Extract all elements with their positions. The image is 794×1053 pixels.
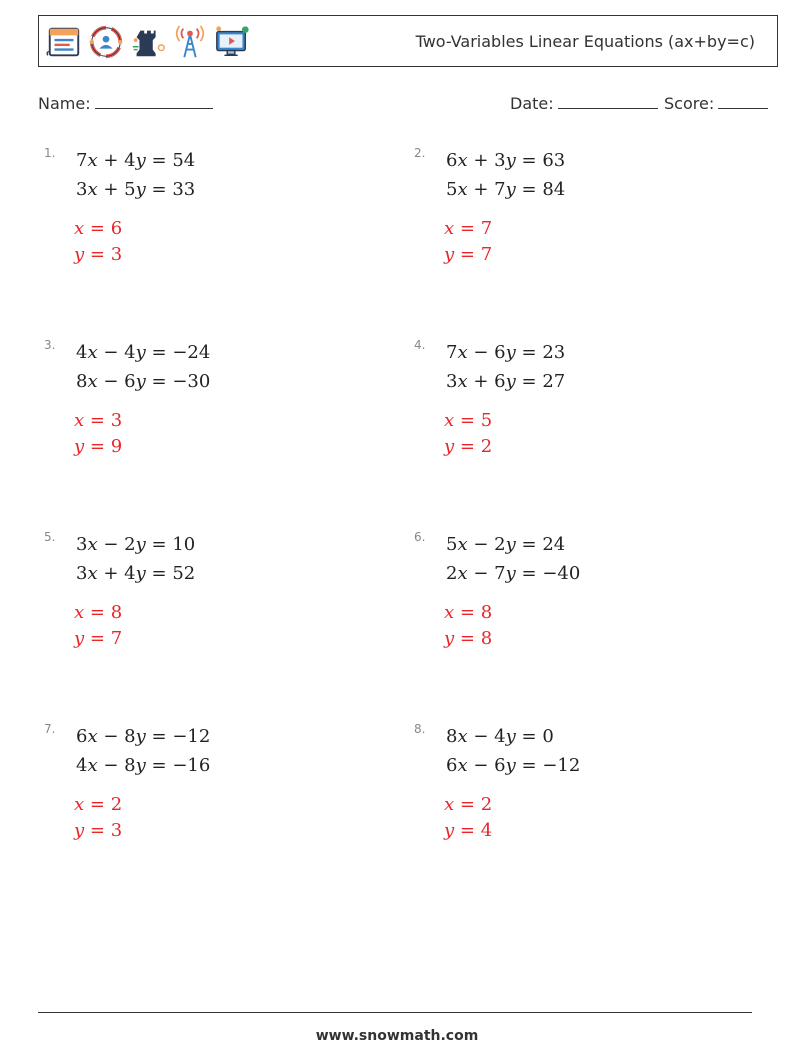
date-label: Date: <box>510 94 554 113</box>
coefficient-b: 5 <box>124 179 136 200</box>
answer-x: x = 3 <box>74 410 123 431</box>
problem-number: 5. <box>44 530 56 544</box>
problem-number: 3. <box>44 338 56 352</box>
variable-x: x <box>87 726 98 747</box>
operator: − <box>103 371 119 392</box>
equation: 5x − 2y = 24 <box>446 534 566 555</box>
coefficient-a: 2 <box>446 563 458 584</box>
operator: − <box>103 342 119 363</box>
variable-x: x <box>87 563 98 584</box>
coefficient-a: 8 <box>446 726 458 747</box>
lifebuoy-user-icon <box>87 22 125 62</box>
answer-y: y = 7 <box>74 628 123 649</box>
answer-y: y = 7 <box>444 244 493 265</box>
answer-value-y: 7 <box>480 244 493 265</box>
variable-x: x <box>457 534 468 555</box>
answer-variable-x: x <box>74 218 85 239</box>
constant-c: 10 <box>172 534 196 555</box>
answer-value-y: 2 <box>480 436 493 457</box>
answer-value-x: 6 <box>110 218 123 239</box>
variable-x: x <box>457 563 468 584</box>
variable-x: x <box>457 179 468 200</box>
problem-number: 1. <box>44 146 56 160</box>
variable-y: y <box>505 342 516 363</box>
worksheet-title: Two-Variables Linear Equations (ax+by=c) <box>415 32 755 51</box>
coefficient-b: 4 <box>124 150 136 171</box>
variable-y: y <box>135 150 146 171</box>
answer-value-x: 8 <box>110 602 123 623</box>
answer-value-x: 2 <box>110 794 123 815</box>
name-blank[interactable] <box>95 92 213 109</box>
answer-value-y: 9 <box>110 436 123 457</box>
problem-item <box>414 146 754 306</box>
coefficient-b: 6 <box>494 342 506 363</box>
coefficient-b: 3 <box>494 150 506 171</box>
constant-c: 27 <box>542 371 566 392</box>
equation: 3x + 5y = 33 <box>76 179 196 200</box>
worksheet-header <box>38 15 778 67</box>
equation: 2x − 7y = −40 <box>446 563 581 584</box>
variable-x: x <box>457 755 468 776</box>
variable-x: x <box>87 534 98 555</box>
problem-number: 7. <box>44 722 56 736</box>
constant-c: 24 <box>542 534 566 555</box>
coefficient-b: 2 <box>124 534 136 555</box>
problem-item <box>44 146 384 306</box>
footer-site: www.snowmath.com <box>315 1028 479 1044</box>
coefficient-a: 7 <box>76 150 88 171</box>
operator: − <box>473 342 489 363</box>
variable-y: y <box>135 726 146 747</box>
coefficient-a: 6 <box>76 726 88 747</box>
answer-variable-x: x <box>74 410 85 431</box>
answer-variable-x: x <box>444 410 455 431</box>
coefficient-b: 4 <box>124 342 136 363</box>
answer-variable-y: y <box>444 436 455 457</box>
answer-x: x = 6 <box>74 218 123 239</box>
answer-x: x = 8 <box>444 602 493 623</box>
problem-number: 8. <box>414 722 426 736</box>
constant-c: 52 <box>172 563 196 584</box>
operator: − <box>103 534 119 555</box>
problem-item <box>414 530 754 690</box>
name-field[interactable] <box>38 92 213 113</box>
answer-y: y = 4 <box>444 820 493 841</box>
operator: + <box>103 563 119 584</box>
constant-c: −24 <box>172 342 211 363</box>
problem-item <box>44 338 384 498</box>
constant-c: 84 <box>542 179 566 200</box>
constant-c: 23 <box>542 342 566 363</box>
constant-c: 54 <box>172 150 196 171</box>
constant-c: −30 <box>172 371 211 392</box>
coefficient-a: 4 <box>76 342 88 363</box>
monitor-video-icon <box>213 22 251 62</box>
coefficient-b: 4 <box>124 563 136 584</box>
equation: 7x − 6y = 23 <box>446 342 566 363</box>
variable-y: y <box>505 371 516 392</box>
problem-number: 2. <box>414 146 426 160</box>
variable-y: y <box>135 563 146 584</box>
answer-variable-x: x <box>74 602 85 623</box>
constant-c: −40 <box>542 563 581 584</box>
problem-item <box>44 530 384 690</box>
variable-y: y <box>135 371 146 392</box>
operator: − <box>103 755 119 776</box>
date-field[interactable] <box>510 92 658 113</box>
footer-divider <box>38 1012 752 1013</box>
date-blank[interactable] <box>558 92 658 109</box>
answer-x: x = 5 <box>444 410 493 431</box>
coefficient-a: 5 <box>446 534 458 555</box>
answer-variable-y: y <box>74 244 85 265</box>
variable-x: x <box>87 179 98 200</box>
coefficient-b: 7 <box>494 563 506 584</box>
problem-item <box>414 338 754 498</box>
equation: 8x − 4y = 0 <box>446 726 554 747</box>
coefficient-a: 3 <box>76 534 88 555</box>
equation: 3x − 2y = 10 <box>76 534 196 555</box>
problem-item <box>44 722 384 882</box>
problem-number: 4. <box>414 338 426 352</box>
coefficient-a: 6 <box>446 150 458 171</box>
equation: 3x + 4y = 52 <box>76 563 196 584</box>
operator: − <box>103 726 119 747</box>
answer-y: y = 2 <box>444 436 493 457</box>
worksheet-fields <box>38 92 770 116</box>
variable-y: y <box>505 179 516 200</box>
operator: + <box>103 179 119 200</box>
answer-value-y: 7 <box>110 628 123 649</box>
coefficient-b: 6 <box>494 755 506 776</box>
variable-y: y <box>505 726 516 747</box>
answer-value-x: 7 <box>480 218 493 239</box>
constant-c: 0 <box>542 726 554 747</box>
variable-y: y <box>135 755 146 776</box>
answer-variable-y: y <box>444 820 455 841</box>
answer-x: x = 8 <box>74 602 123 623</box>
answer-y: y = 3 <box>74 820 123 841</box>
answer-y: y = 9 <box>74 436 123 457</box>
radio-tower-icon <box>171 22 209 62</box>
coefficient-a: 5 <box>446 179 458 200</box>
equation: 6x − 6y = −12 <box>446 755 581 776</box>
variable-x: x <box>87 150 98 171</box>
chess-rook-icon <box>129 22 167 62</box>
answer-x: x = 2 <box>74 794 123 815</box>
answer-variable-y: y <box>74 820 85 841</box>
answer-variable-x: x <box>444 218 455 239</box>
equation: 6x − 8y = −12 <box>76 726 211 747</box>
variable-x: x <box>457 371 468 392</box>
constant-c: 33 <box>172 179 196 200</box>
answer-value-x: 8 <box>480 602 493 623</box>
problem-item <box>414 722 754 882</box>
document-lines-icon <box>45 22 83 62</box>
variable-y: y <box>135 342 146 363</box>
coefficient-a: 3 <box>76 179 88 200</box>
operator: + <box>103 150 119 171</box>
answer-value-x: 2 <box>480 794 493 815</box>
coefficient-b: 6 <box>124 371 136 392</box>
coefficient-b: 7 <box>494 179 506 200</box>
coefficient-b: 8 <box>124 755 136 776</box>
variable-x: x <box>87 371 98 392</box>
answer-value-x: 3 <box>110 410 123 431</box>
coefficient-b: 4 <box>494 726 506 747</box>
variable-x: x <box>457 342 468 363</box>
variable-y: y <box>505 563 516 584</box>
answer-variable-x: x <box>444 794 455 815</box>
answer-value-x: 5 <box>480 410 493 431</box>
coefficient-a: 7 <box>446 342 458 363</box>
operator: + <box>473 179 489 200</box>
name-label: Name: <box>38 94 91 113</box>
score-field[interactable] <box>664 92 768 113</box>
variable-y: y <box>505 755 516 776</box>
operator: − <box>473 534 489 555</box>
answer-x: x = 2 <box>444 794 493 815</box>
answer-variable-y: y <box>444 628 455 649</box>
answer-variable-x: x <box>74 794 85 815</box>
equation: 5x + 7y = 84 <box>446 179 566 200</box>
coefficient-b: 8 <box>124 726 136 747</box>
answer-variable-y: y <box>74 436 85 457</box>
coefficient-a: 6 <box>446 755 458 776</box>
constant-c: 63 <box>542 150 566 171</box>
operator: + <box>473 371 489 392</box>
variable-y: y <box>505 150 516 171</box>
variable-y: y <box>135 179 146 200</box>
variable-y: y <box>505 534 516 555</box>
operator: − <box>473 755 489 776</box>
answer-variable-y: y <box>74 628 85 649</box>
variable-x: x <box>457 726 468 747</box>
coefficient-a: 4 <box>76 755 88 776</box>
equation: 7x + 4y = 54 <box>76 150 196 171</box>
answer-value-y: 3 <box>110 244 123 265</box>
coefficient-b: 6 <box>494 371 506 392</box>
equation: 4x − 4y = −24 <box>76 342 211 363</box>
problem-number: 6. <box>414 530 426 544</box>
equation: 3x + 6y = 27 <box>446 371 566 392</box>
variable-y: y <box>135 534 146 555</box>
equation: 6x + 3y = 63 <box>446 150 566 171</box>
header-icons <box>45 21 251 63</box>
variable-x: x <box>87 342 98 363</box>
operator: − <box>473 563 489 584</box>
variable-x: x <box>457 150 468 171</box>
constant-c: −16 <box>172 755 211 776</box>
coefficient-a: 3 <box>446 371 458 392</box>
operator: + <box>473 150 489 171</box>
variable-x: x <box>87 755 98 776</box>
answer-value-y: 4 <box>480 820 493 841</box>
equation: 4x − 8y = −16 <box>76 755 211 776</box>
answer-value-y: 3 <box>110 820 123 841</box>
answer-variable-x: x <box>444 602 455 623</box>
operator: − <box>473 726 489 747</box>
coefficient-a: 3 <box>76 563 88 584</box>
answer-variable-y: y <box>444 244 455 265</box>
equation: 8x − 6y = −30 <box>76 371 211 392</box>
answer-value-y: 8 <box>480 628 493 649</box>
answer-x: x = 7 <box>444 218 493 239</box>
answer-y: y = 3 <box>74 244 123 265</box>
score-label: Score: <box>664 94 715 113</box>
constant-c: −12 <box>542 755 581 776</box>
coefficient-b: 2 <box>494 534 506 555</box>
constant-c: −12 <box>172 726 211 747</box>
coefficient-a: 8 <box>76 371 88 392</box>
answer-y: y = 8 <box>444 628 493 649</box>
score-blank[interactable] <box>718 92 768 109</box>
